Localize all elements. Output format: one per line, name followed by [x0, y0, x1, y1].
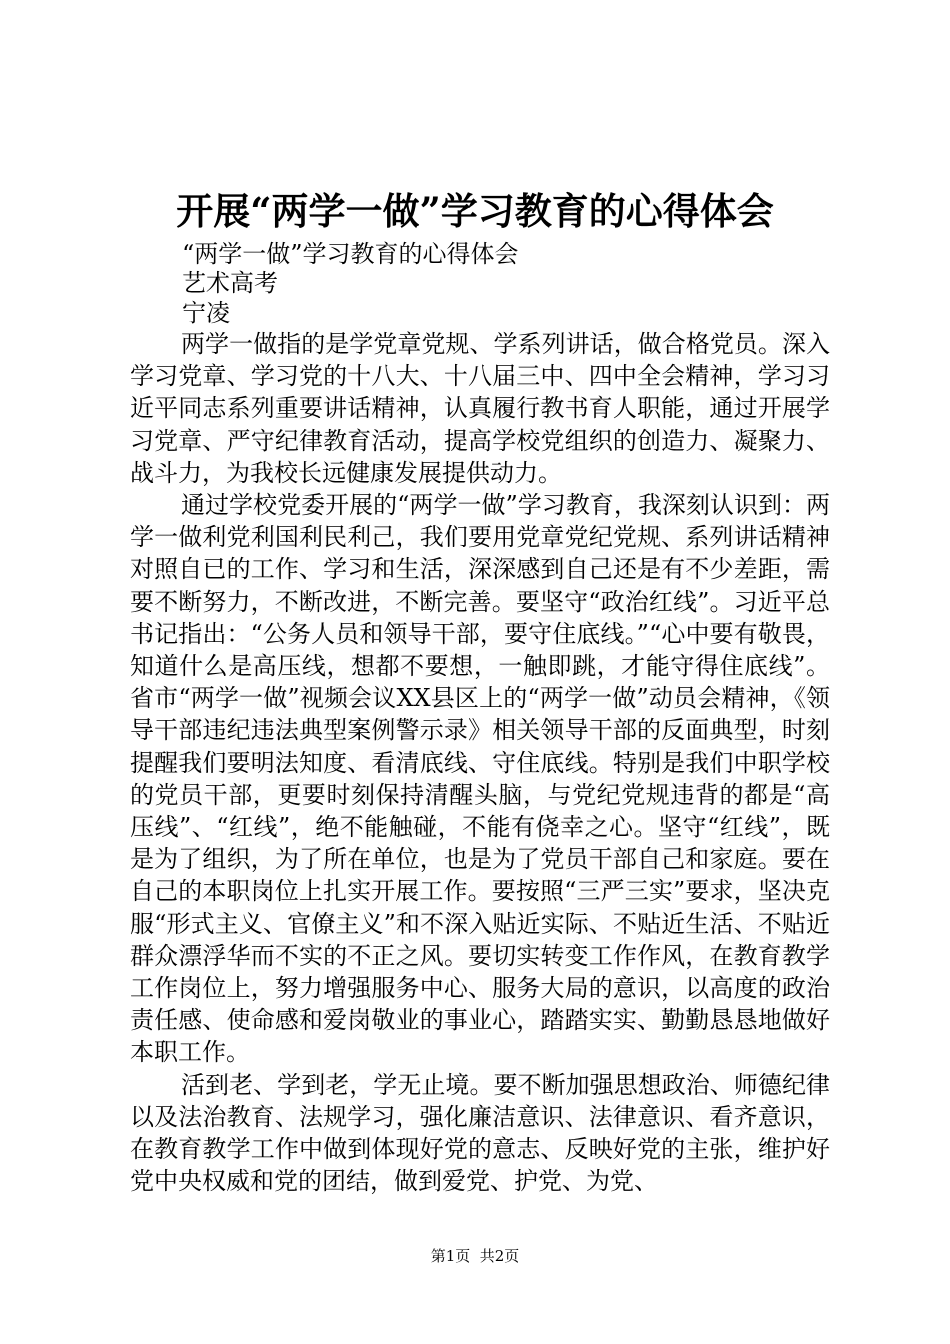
- document-category: 艺术高考: [182, 269, 278, 297]
- document-body: [130, 328, 830, 1197]
- paragraph-1: 两学一做指的是学党章党规、学系列讲话，做合格党员。深入学习党章、学习党的十八大、十八届三中、四中全会精神，学习习近平同志系列重要讲话精神，认真履行教书育人职能，通过开展学习党章、严守纪律教育活动，提高学校党组织的创造力、凝聚力、战斗力，为我校长远健康发展提供动力。: [130, 330, 830, 487]
- page-footer: 第1页 共2页: [430, 1247, 520, 1265]
- document-title: 开展“两学一做”学习教育的心得体会: [176, 189, 774, 233]
- paragraph-2: 通过学校党委开展的“两学一做”学习教育，我深刻认识到：两学一做利党利国利民利己，我们要用党章党纪党规、系列讲话精神对照自已的工作、学习和生活，深深感到自己还是有不少差距，需要不断努力，不断改进，不断完善。要坚守“政治红线”。习近平总书记指出：“公务人员和领导干部，要守住底线。”“心中要有敬畏，知道什么是高压线，想都不要想，一触即跳，才能守得住底线”。省市“两学一做”视频会议XX县区上的“两学一做”动员会精神，《领导干部违纪违法典型案例警示录》相关领导干部的反面典型，时刻提醒我们要明法知度、看清底线、守住底线。特别是我们中职学校的党员干部，更要时刻保持清醒头脑，与党纪党规违背的都是“高压线”、“红线”，绝不能触碰，不能有侥幸之心。坚守“红线”，既是为了组织，为了所在单位，也是为了党员干部自己和家庭。要在自己的本职岗位上扎实开展工作。要按照“三严三实”要求，坚决克服“形式主义、官僚主义”和不深入贴近实际、不贴近生活、不贴近群众漂浮华而不实的不正之风。要切实转变工作作风，在教育教学工作岗位上，努力增强服务中心、服务大局的意识，以高度的政治责任感、使命感和爱岗敬业的事业心，踏踏实实、勤勤恳恳地做好本职工作。: [130, 491, 830, 1067]
- document-subtitle: “两学一做”学习教育的心得体会: [182, 240, 519, 268]
- document-author: 宁凌: [182, 299, 230, 327]
- paragraph-3: 活到老、学到老，学无止境。要不断加强思想政治、师德纪律以及法治教育、法规学习，强化廉洁意识、法律意识、看齐意识，在教育教学工作中做到体现好党的意志、反映好党的主张，维护好党中央权威和党的团结，做到爱党、护党、为党、: [130, 1070, 830, 1196]
